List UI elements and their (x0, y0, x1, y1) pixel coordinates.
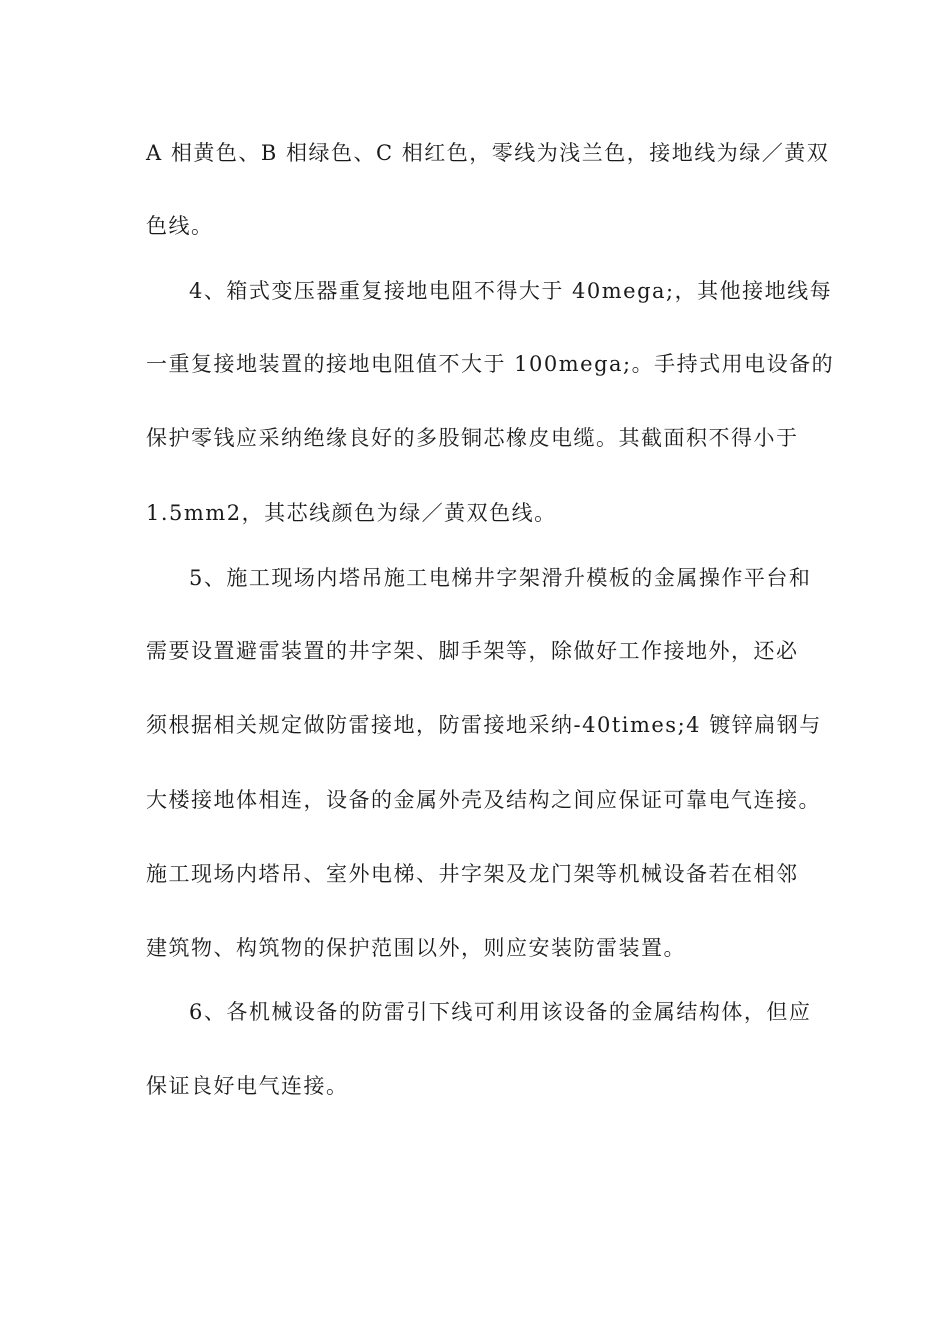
text-line-2: 色线。 (146, 214, 214, 238)
text-line-14: 保证良好电气连接。 (146, 1074, 349, 1098)
text-line-3: 4、箱式变压器重复接地电阻不得大于 40mega;，其他接地线每 (189, 279, 833, 303)
text-line-10: 大楼接地体相连，设备的金属外壳及结构之间应保证可靠电气连接。 (146, 788, 821, 812)
text-line-9: 须根据相关规定做防雷接地，防雷接地采纳-40times;4 镀锌扁钢与 (146, 713, 822, 737)
text-line-11: 施工现场内塔吊、室外电梯、井字架及龙门架等机械设备若在相邻 (146, 862, 799, 886)
text-line-8: 需要设置避雷装置的井字架、脚手架等，除做好工作接地外，还必 (146, 639, 799, 663)
text-line-6: 1.5mm2，其芯线颜色为绿／黄双色线。 (146, 501, 557, 525)
text-line-12: 建筑物、构筑物的保护范围以外，则应安装防雷装置。 (146, 936, 686, 960)
text-line-1: A 相黄色、B 相绿色、C 相红色，零线为浅兰色，接地线为绿／黄双 (146, 141, 830, 165)
text-line-7: 5、施工现场内塔吊施工电梯井字架滑升模板的金属操作平台和 (189, 566, 812, 590)
text-line-13: 6、各机械设备的防雷引下线可利用该设备的金属结构体，但应 (189, 1000, 812, 1024)
text-line-4: 一重复接地装置的接地电阻值不大于 100mega;。手持式用电设备的 (146, 352, 835, 376)
text-line-5: 保护零钱应采纳绝缘良好的多股铜芯橡皮电缆。其截面积不得小于 (146, 426, 799, 450)
